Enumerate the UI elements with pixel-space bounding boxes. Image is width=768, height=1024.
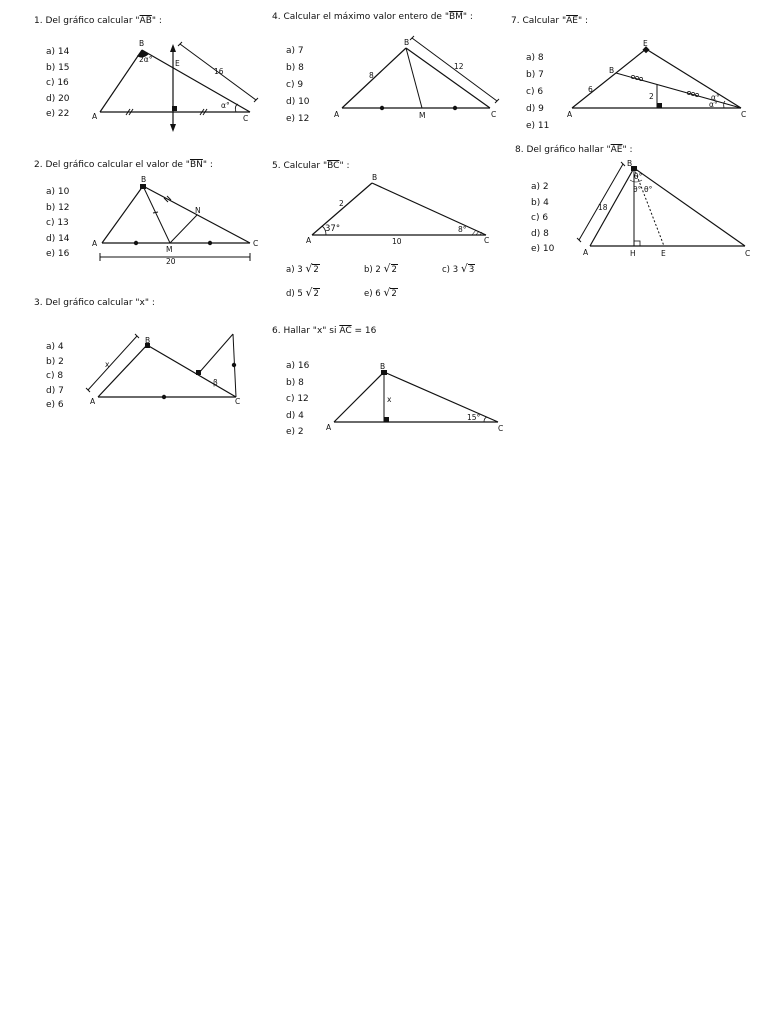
point-E: E: [661, 249, 666, 258]
problem-3-title: 3. Del gráfico calcular "x" :: [34, 298, 155, 308]
option[interactable]: b) 8: [286, 63, 304, 73]
point-N: N: [195, 206, 201, 215]
option[interactable]: c) 6: [526, 87, 544, 97]
option[interactable]: b) 15: [46, 62, 70, 73]
option[interactable]: c) 16: [46, 78, 69, 88]
option[interactable]: e) 6 √2: [364, 286, 397, 299]
option[interactable]: d) 9: [526, 104, 544, 114]
option[interactable]: a) 7: [286, 46, 304, 56]
problem-1-title: 1. Del gráfico calcular "$\overline{AB}$" :: [34, 16, 162, 26]
angle-theta-3: θ°: [644, 185, 653, 194]
side-label: 18: [598, 203, 608, 212]
angle-theta-2: θ°: [633, 185, 642, 194]
vertex-A: A: [92, 239, 98, 248]
option[interactable]: c) 9: [286, 80, 304, 90]
option[interactable]: b) 4: [531, 197, 549, 208]
x-label: x: [387, 395, 392, 404]
angle-A: 37°: [325, 224, 341, 234]
angle-label: β: [213, 378, 218, 387]
left-label: 2: [339, 199, 344, 208]
angle-B: 2α°: [139, 55, 153, 64]
right-label: 12: [454, 62, 464, 71]
problem-2-title: 2. Del gráfico calcular el valor de "$\overline{BN}$" :: [34, 160, 213, 170]
angle-theta-1: θ°: [634, 172, 643, 181]
option[interactable]: d) 5 √2: [286, 286, 319, 299]
option[interactable]: c) 3 √3: [442, 262, 475, 275]
option[interactable]: e) 2: [286, 427, 304, 437]
option[interactable]: c) 12: [286, 394, 309, 404]
angle-C: 8°: [458, 225, 467, 234]
option[interactable]: e) 6: [46, 400, 64, 410]
option[interactable]: e) 22: [46, 109, 70, 119]
vertex-B: B: [372, 173, 378, 182]
option[interactable]: b) 2: [46, 356, 64, 367]
vertex-C: C: [491, 110, 497, 119]
option[interactable]: b) 8: [286, 377, 304, 388]
problem-7-title: 7. Calcular "$\overline{AE}$" :: [511, 16, 589, 26]
option[interactable]: a) 4: [46, 342, 64, 352]
option[interactable]: b) 7: [526, 70, 544, 80]
option[interactable]: d) 14: [46, 233, 70, 244]
vertex-C: C: [253, 239, 259, 248]
vertex-B: B: [627, 159, 633, 168]
vertex-B: B: [609, 66, 615, 75]
option[interactable]: e) 10: [531, 244, 555, 254]
vertex-C: C: [745, 249, 751, 258]
option[interactable]: a) 8: [526, 53, 544, 63]
angle-C: 15°: [467, 413, 481, 422]
point-M: M: [166, 245, 173, 254]
angle-1: α°: [711, 93, 720, 102]
option[interactable]: d) 7: [46, 385, 64, 396]
option[interactable]: c) 13: [46, 218, 69, 228]
option[interactable]: d) 4: [286, 410, 304, 421]
option[interactable]: a) 10: [46, 187, 70, 197]
option[interactable]: e) 12: [286, 114, 310, 124]
point-E: E: [175, 59, 180, 68]
vertex-C: C: [741, 110, 747, 119]
vertex-A: A: [326, 423, 332, 432]
base-label: 20: [166, 257, 176, 266]
option[interactable]: a) 14: [46, 47, 70, 57]
vertex-B: B: [380, 362, 386, 371]
vertex-E: E: [643, 39, 648, 48]
vertex-C: C: [484, 236, 490, 245]
vertex-A: A: [90, 397, 96, 406]
left-label: 6: [588, 85, 593, 94]
option[interactable]: b) 12: [46, 202, 70, 213]
option[interactable]: d) 10: [286, 97, 310, 107]
base-label: 10: [392, 237, 402, 246]
height-label: 2: [649, 92, 654, 101]
option[interactable]: c) 8: [46, 371, 64, 381]
side-label: 16: [214, 67, 224, 76]
vertex-A: A: [583, 248, 589, 257]
vertex-A: A: [306, 236, 312, 245]
problem-6-title: 6. Hallar "x" si $\overline{AC} = 16$: [272, 326, 377, 336]
angle-C: α°: [221, 101, 230, 110]
option[interactable]: b) 2 √2: [364, 262, 397, 275]
option[interactable]: a) 2: [531, 182, 549, 192]
vertex-B: B: [139, 39, 145, 48]
point-M: M: [419, 111, 426, 120]
vertex-A: A: [92, 112, 98, 121]
problem-5-title: 5. Calcular "$\overline{BC}$" :: [272, 161, 350, 171]
vertex-A: A: [567, 110, 573, 119]
option[interactable]: d) 20: [46, 93, 70, 104]
option[interactable]: a) 16: [286, 361, 310, 371]
option[interactable]: d) 8: [531, 228, 549, 239]
angle-2: α°: [709, 100, 718, 109]
x-label: x: [105, 360, 110, 369]
option[interactable]: c) 6: [531, 213, 549, 223]
option[interactable]: e) 11: [526, 121, 550, 131]
option[interactable]: a) 3 √2: [286, 262, 319, 275]
vertex-A: A: [334, 110, 340, 119]
vertex-B: B: [404, 38, 410, 47]
option[interactable]: e) 16: [46, 249, 70, 259]
point-H: H: [630, 249, 636, 258]
left-label: 8: [369, 71, 374, 80]
problem-4-title: 4. Calcular el máximo valor entero de "$\overline{BM}$" :: [272, 12, 473, 22]
vertex-B: B: [145, 336, 151, 345]
vertex-C: C: [243, 114, 249, 123]
problem-8-title: 8. Del gráfico hallar "$\overline{AE}$" :: [515, 145, 633, 155]
vertex-B: B: [141, 175, 147, 184]
vertex-C: C: [498, 424, 504, 433]
vertex-C: C: [235, 397, 241, 406]
